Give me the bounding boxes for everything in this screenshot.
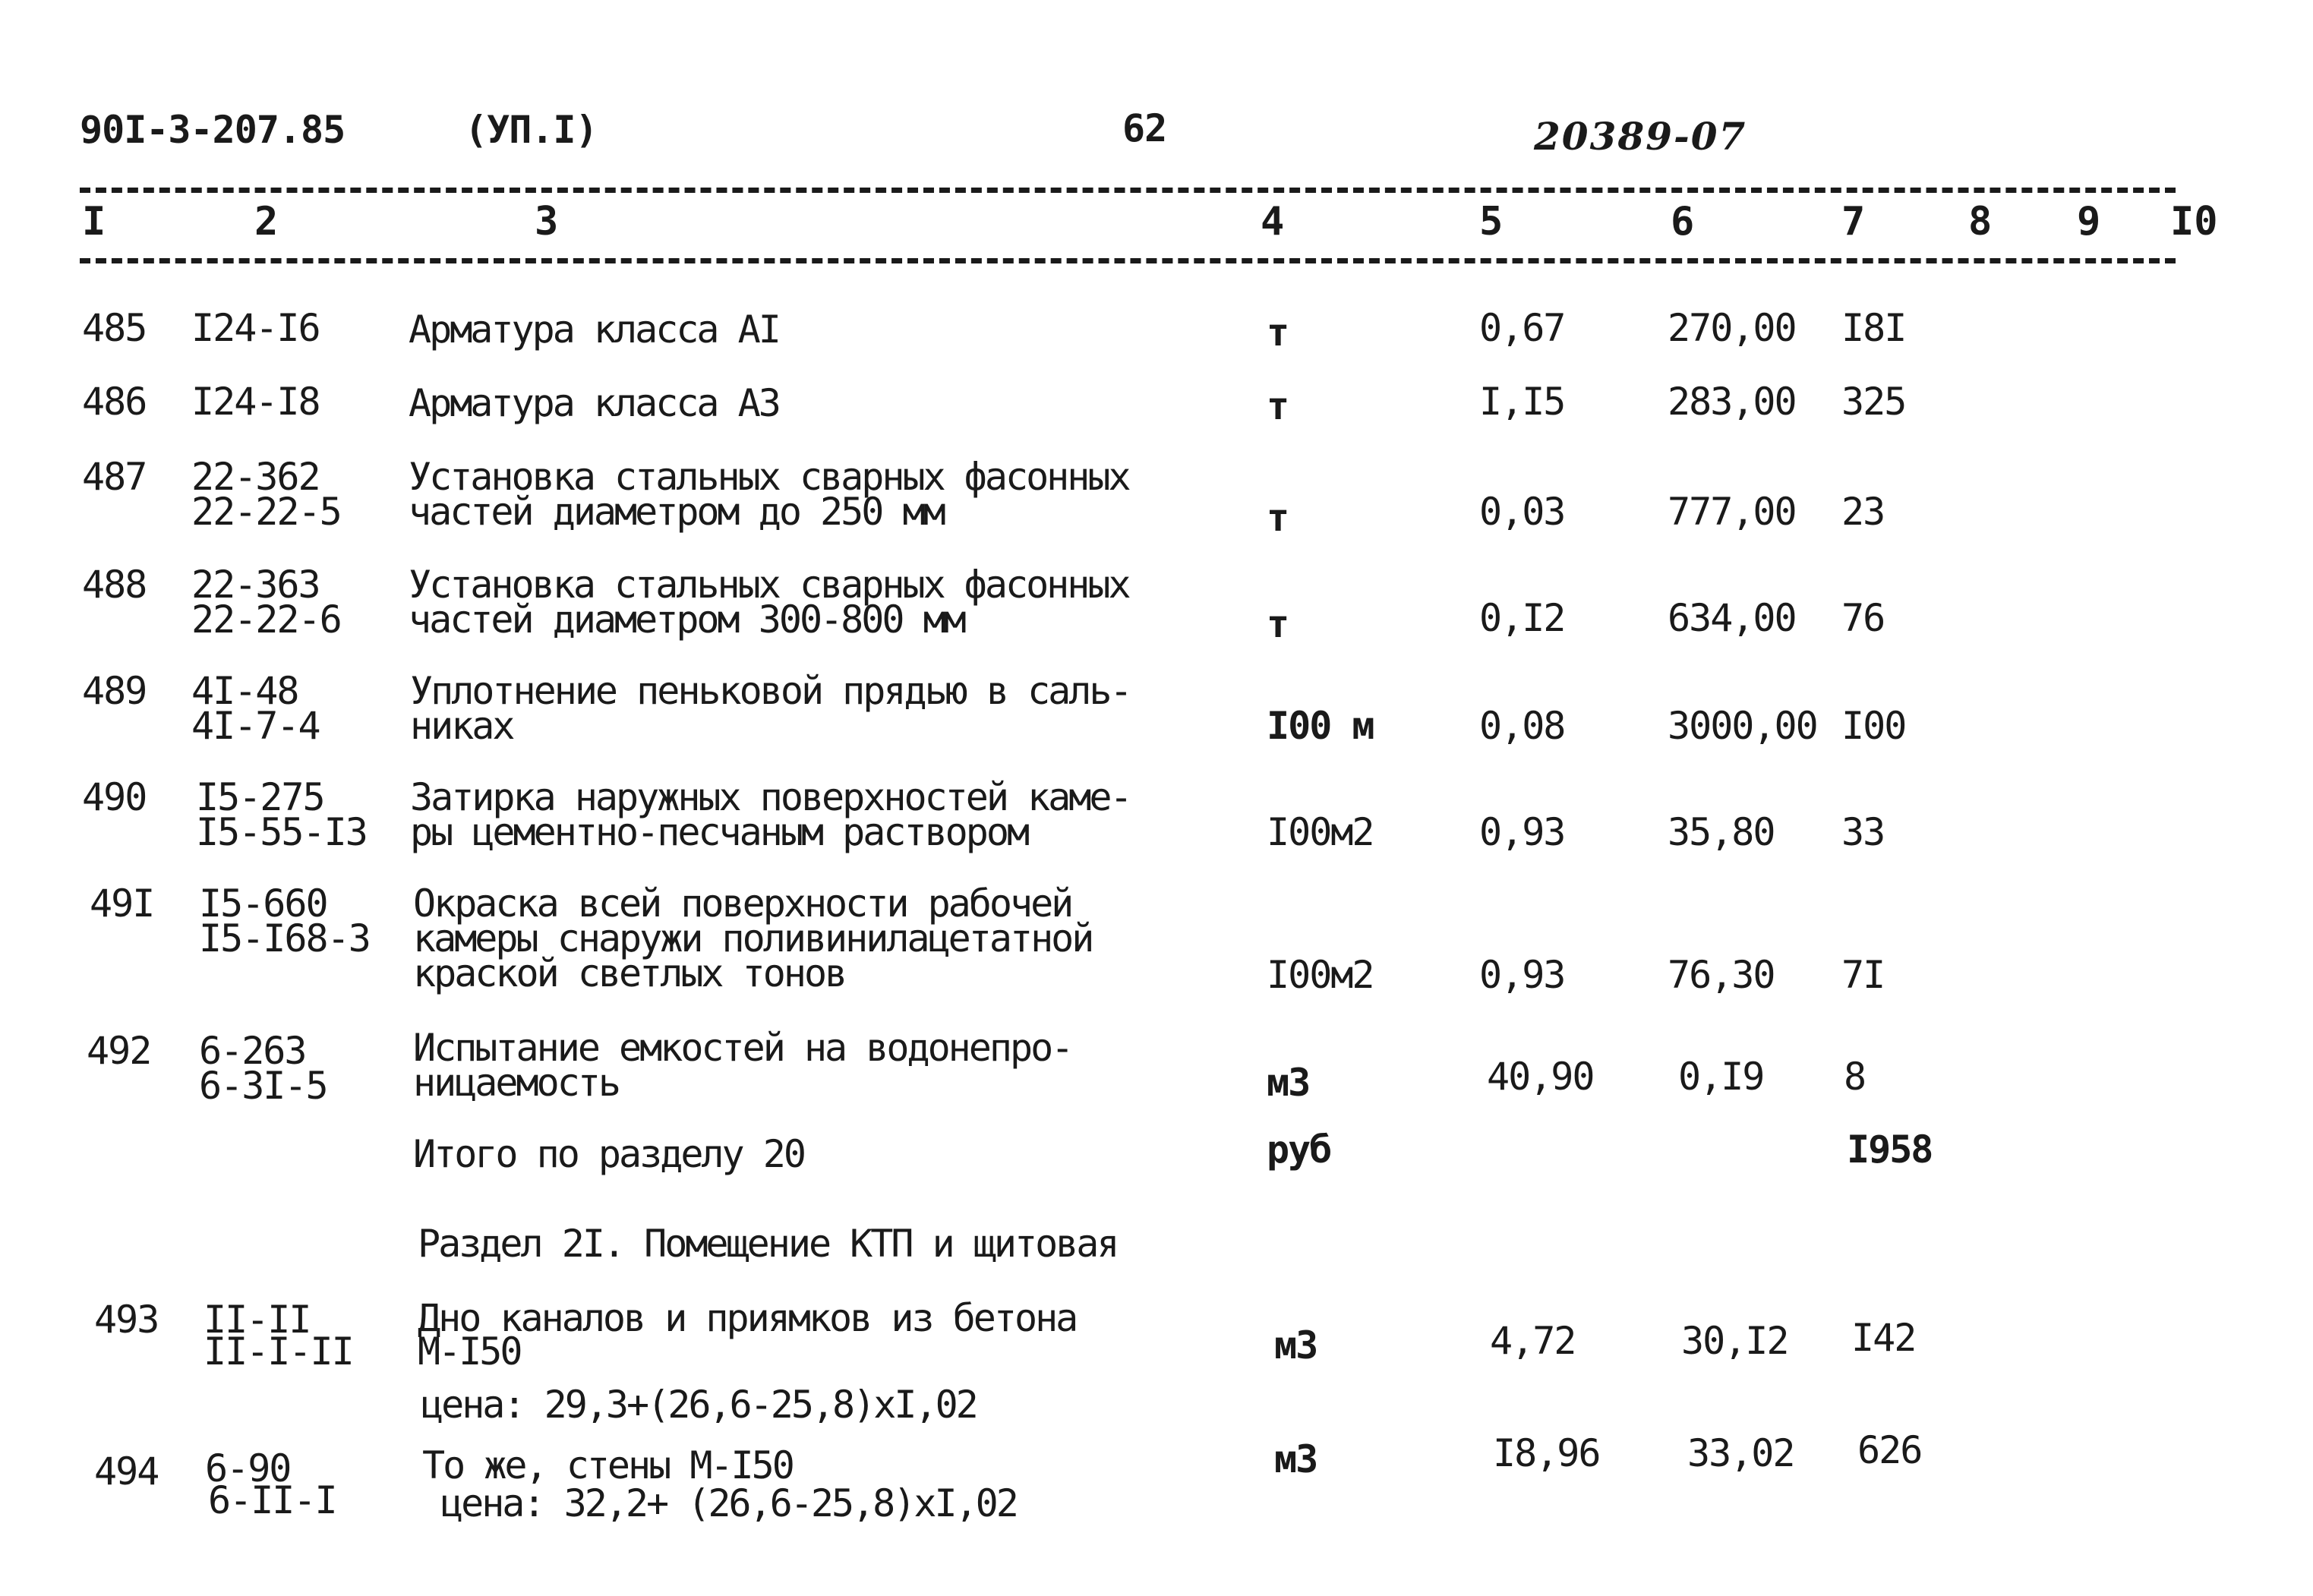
total-cost: 626 [1857,1428,1922,1472]
column-number: 2 [254,199,279,244]
quantity: 0,I2 [1479,596,1565,640]
unit-price: 35,80 [1668,810,1775,854]
row-number: 494 [94,1449,159,1493]
quantity: 0,67 [1479,306,1565,350]
total-cost: 8 [1844,1055,1866,1099]
document-code: 90I-3-207.85 [80,108,346,152]
quantity: I8,96 [1493,1431,1600,1475]
unit-price: 33,02 [1687,1431,1794,1475]
sheet-number: 20389-07 [1534,114,1747,159]
item-description: Уплотнение пеньковой прядью в саль- [410,669,1131,713]
total-cost: I8I [1841,306,1906,350]
rate-code: I24-I8 [191,380,320,424]
column-number: 8 [1968,199,1993,244]
section-heading: Раздел 2I. Помещение КТП и щитовая [418,1222,1118,1266]
price-note: цена: 29,3+(26,6-25,8)xI,02 [421,1383,977,1427]
column-number: I [82,199,106,244]
unit: I00м2 [1267,810,1374,854]
rate-code-secondary: 22-22-6 [191,598,341,642]
row-number: 493 [94,1298,159,1342]
rate-code: I5-275 [196,775,324,819]
header-bottom-rule [80,258,2176,263]
unit: м3 [1267,1061,1310,1105]
item-description: М-I50 [418,1329,521,1374]
rate-code-secondary: 6-3I-5 [199,1064,327,1108]
rate-code: 4I-48 [191,669,298,713]
column-number: I0 [2170,199,2218,244]
unit: т [1267,496,1289,540]
rate-code: 22-363 [191,563,320,607]
rate-code: 6-263 [199,1029,306,1073]
total-cost: I00 [1841,704,1906,748]
unit-price: 0,I9 [1678,1055,1764,1099]
unit: т [1267,311,1289,355]
total-cost: 7I [1841,953,1885,997]
subtotal-label: Итого по разделу 20 [413,1132,804,1176]
item-description: Окраска всей поверхности рабочей [413,882,1072,926]
item-description: никах [410,704,513,748]
row-number: 490 [82,775,147,819]
item-description: камеры снаружи поливинилацетатной [413,916,1093,960]
rate-code-secondary: II-I-II [204,1329,353,1374]
quantity: 4,72 [1490,1319,1576,1363]
item-description: Затирка наружных поверхностей каме- [410,775,1131,819]
rate-code: I5-660 [199,882,327,926]
item-description: Арматура класса AI [409,308,779,352]
item-description: Дно каналов и приямков из бетона [418,1296,1077,1340]
unit-price: 777,00 [1668,490,1796,534]
column-number: 5 [1479,199,1504,244]
column-number: 7 [1841,199,1866,244]
column-number: 3 [535,199,559,244]
rate-code-secondary: 4I-7-4 [191,704,320,748]
rate-code: 22-362 [191,455,320,499]
quantity: 0,03 [1479,490,1565,534]
page-number: 62 [1122,106,1167,150]
album-label: (УП.I) [465,108,598,152]
rate-code-secondary: 6-II-I [208,1478,336,1522]
column-number: 4 [1261,199,1285,244]
total-cost: I42 [1851,1316,1916,1360]
unit-price: 30,I2 [1681,1319,1788,1363]
rate-code-secondary: I5-I68-3 [199,916,370,960]
unit: т [1267,384,1289,428]
rate-code-secondary: 22-22-5 [191,490,341,534]
item-description: Арматура класса A3 [409,381,779,425]
item-description: частей диаметром до 250 мм [409,490,944,534]
unit: т [1267,602,1289,646]
row-number: 488 [82,563,147,607]
item-description: Установка стальных сварных фасонных [409,563,1129,607]
total-cost: 23 [1841,490,1885,534]
unit-price: 3000,00 [1668,704,1817,748]
unit: м3 [1274,1437,1317,1481]
total-cost: 76 [1841,596,1885,640]
row-number: 486 [82,380,147,424]
unit-price: 283,00 [1668,380,1796,424]
rate-code: 6-90 [205,1446,291,1490]
item-description: Испытание емкостей на водонепро- [413,1026,1072,1070]
total-cost: 325 [1841,380,1906,424]
item-description: частей диаметром 300-800 мм [409,598,964,642]
item-description: То же, стены М-I50 [422,1443,793,1487]
quantity: 0,93 [1479,953,1565,997]
row-number: 487 [82,455,147,499]
item-description: ры цементно-песчаным раствором [410,810,1028,854]
item-description: ницаемость [413,1061,620,1105]
unit-price: 76,30 [1668,953,1775,997]
subtotal-unit: руб [1267,1128,1331,1172]
quantity: 0,08 [1479,704,1565,748]
subtotal-total: I958 [1847,1128,1933,1172]
price-note: цена: 32,2+ (26,6-25,8)xI,02 [440,1481,1017,1525]
unit: I00м2 [1267,953,1374,997]
column-number: 9 [2077,199,2101,244]
unit-price: 634,00 [1668,596,1796,640]
header-top-rule [80,188,2176,193]
total-cost: 33 [1841,810,1885,854]
quantity: 40,90 [1487,1055,1594,1099]
row-number: 49I [90,882,154,926]
row-number: 485 [82,306,147,350]
quantity: 0,93 [1479,810,1565,854]
unit-price: 270,00 [1668,306,1796,350]
column-number: 6 [1671,199,1695,244]
row-number: 489 [82,669,147,713]
rate-code: II-II [204,1298,311,1342]
item-description: краской светлых тонов [413,951,846,995]
rate-code: I24-I6 [191,306,320,350]
rate-code-secondary: I5-55-I3 [196,810,367,854]
item-description: Установка стальных сварных фасонных [409,455,1129,499]
unit: I00 м [1267,704,1374,748]
row-number: 492 [87,1029,151,1073]
unit: м3 [1274,1323,1317,1367]
quantity: I,I5 [1479,380,1565,424]
